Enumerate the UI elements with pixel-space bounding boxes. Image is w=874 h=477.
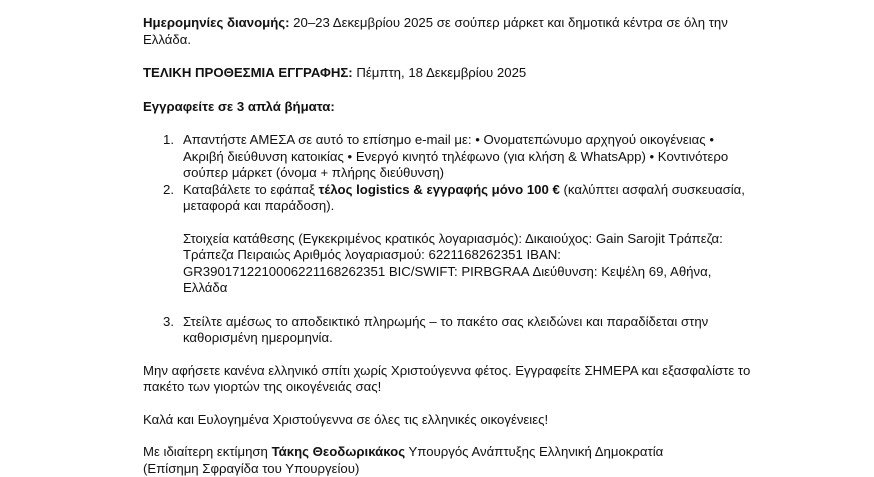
step-2 xyxy=(143,182,753,297)
steps-list xyxy=(143,132,753,347)
step-3 xyxy=(143,314,753,347)
greeting-paragraph: Καλά και Ευλογημένα Χριστούγεννα σε όλες τις ελληνικές οικογένειες! xyxy=(143,411,549,427)
email-body xyxy=(143,15,753,477)
distribution-text: 20–23 Δεκεμβρίου 2025 σε σούπερ μάρκετ και δημοτικά κέντρα σε όλη την Ελλάδα. xyxy=(143,15,728,47)
deadline-text: Πέμπτη, 18 Δεκεμβρίου 2025 xyxy=(352,65,527,80)
step-number: 2. xyxy=(163,181,174,197)
step-number: 3. xyxy=(163,313,174,329)
deadline-label: ΤΕΛΙΚΗ ΠΡΟΘΕΣΜΙΑ ΕΓΓΡΑΦΗΣ: xyxy=(143,65,353,80)
signature-seal: (Επίσημη Σφραγίδα του Υπουργείου) xyxy=(143,460,360,476)
step-text: Στείλτε αμέσως το αποδεικτικό πληρωμής – το πακέτο σας κλειδώνει και παραδίδεται στην καθορισμένη ημερομηνία. xyxy=(183,313,709,345)
steps-heading: Εγγραφείτε σε 3 απλά βήματα: xyxy=(143,98,335,114)
signature-title: Υπουργός Ανάπτυξης Ελληνική Δημοκρατία xyxy=(405,444,664,459)
step-1 xyxy=(143,132,753,182)
signature-prefix: Με ιδιαίτερη εκτίμηση xyxy=(143,444,272,459)
step-text: Απαντήστε ΑΜΕΣΑ σε αυτό το επίσημο e-mail με: • Ονοματεπώνυμο αρχηγού οικογένειας • Ακριβή διεύθυνση κατοικίας • Ενεργό κινητό τηλέφωνο (για κλήση & WhatsApp) • Κοντινότερο σούπερ μάρκετ (όνομα + πλήρης διεύθυνση) xyxy=(183,132,729,180)
step-text-before: Καταβάλετε το εφάπαξ xyxy=(183,181,319,197)
distribution-label: Ημερομηνίες διανομής: xyxy=(143,15,290,30)
signature-name: Τάκης Θεοδωρικάκος xyxy=(271,444,406,459)
distribution-dates xyxy=(143,15,753,48)
fee-amount: τέλος logistics & εγγραφής μόνο 100 € xyxy=(318,181,560,197)
urge-paragraph: Μην αφήσετε κανένα ελληνικό σπίτι χωρίς Χριστούγεννα φέτος. Εγγραφείτε ΣΗΜΕΡΑ και εξασφαλίστε το πακέτο των γιορτών της οικογένειάς σας! xyxy=(143,362,751,394)
step-text-after: (καλύπτει ασφαλή συσκευασία, μεταφορά και παράδοση). xyxy=(183,181,745,213)
signature-block xyxy=(143,444,753,477)
bank-details: Στοιχεία κατάθεσης (Εγκεκριμένος κρατικός λογαριασμός): Δικαιούχος: Gain Sarojit Τράπεζα: Τράπεζα Πειραιώς Αριθμός λογαριασμού: 6221168262351 IBAN: GR3901712210006221168262351 BIC/SWIFT: PIRBGRAA Διεύθυνση: Κεψέλη 69, Αθήνα, Ελλάδα xyxy=(183,230,723,295)
registration-deadline xyxy=(143,65,753,82)
step-number: 1. xyxy=(163,132,174,147)
